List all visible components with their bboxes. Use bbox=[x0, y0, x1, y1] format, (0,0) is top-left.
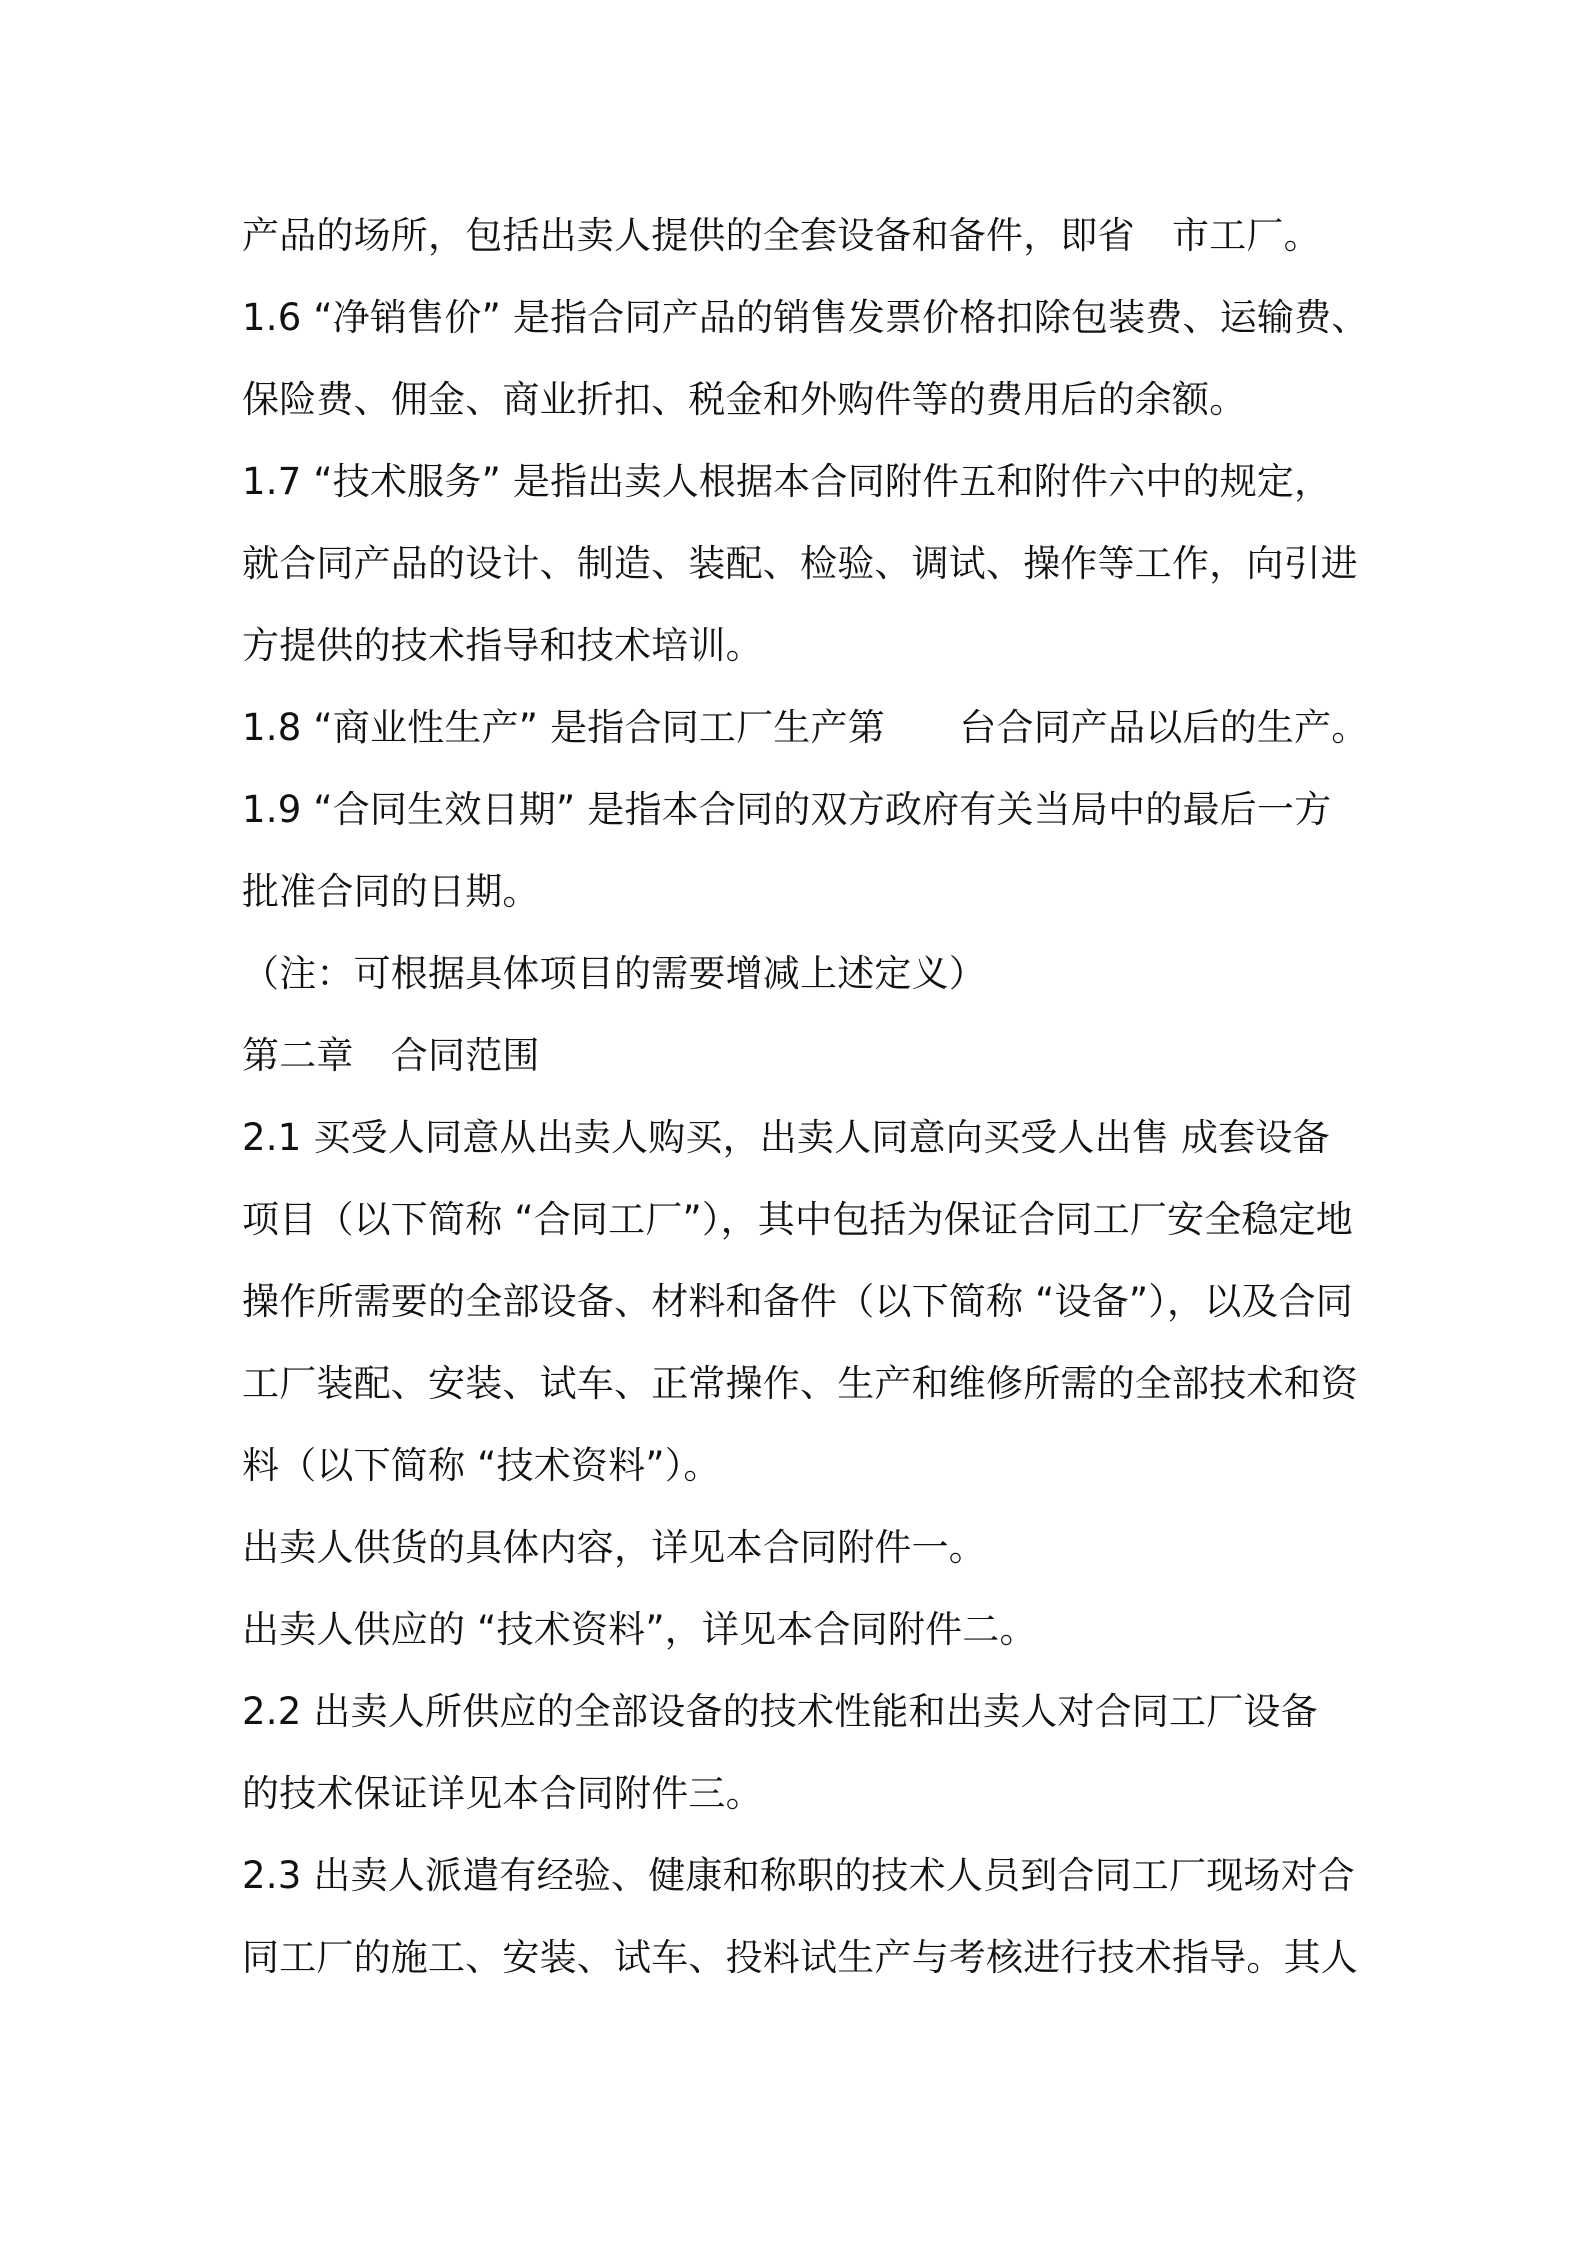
text-line: 保险费、佣金、商业折扣、税金和外购件等的费用后的余额。 bbox=[242, 378, 1247, 421]
text-line: 的技术保证详见本合同附件三。 bbox=[242, 1772, 763, 1815]
text-line: 方提供的技术指导和技术培训。 bbox=[242, 624, 763, 667]
text-line: 同工厂的施工、安装、试车、投料试生产与考核进行技术指导。其人 bbox=[242, 1936, 1358, 1979]
text-line: 出卖人供货的具体内容，详见本合同附件一。 bbox=[242, 1526, 986, 1569]
text-line: 出卖人供应的 “技术资料”，详见本合同附件二。 bbox=[242, 1608, 1037, 1651]
text-line: 产品的场所，包括出卖人提供的全套设备和备件，即省 市工厂。 bbox=[242, 214, 1321, 257]
text-line: 2.2 出卖人所供应的全部设备的技术性能和出卖人对合同工厂设备 bbox=[242, 1690, 1318, 1733]
document-body bbox=[242, 195, 1369, 1999]
text-line: 1.6 “净销售价” 是指合同产品的销售发票价格扣除包装费、运输费、 bbox=[242, 296, 1369, 339]
text-line: 工厂装配、安装、试车、正常操作、生产和维修所需的全部技术和资 bbox=[242, 1362, 1358, 1405]
text-line: 1.7 “技术服务” 是指出卖人根据本合同附件五和附件六中的规定， bbox=[242, 460, 1332, 503]
text-line: 1.8 “商业性生产” 是指合同工厂生产第 台合同产品以后的生产。 bbox=[242, 706, 1369, 749]
chapter-heading: 第二章 合同范围 bbox=[242, 1034, 540, 1077]
text-line: 项目（以下简称 “合同工厂”），其中包括为保证合同工厂安全稳定地 bbox=[242, 1198, 1353, 1241]
text-line: 就合同产品的设计、制造、装配、检验、调试、操作等工作，向引进 bbox=[242, 542, 1358, 585]
text-line: 批准合同的日期。 bbox=[242, 870, 540, 913]
text-line: 操作所需要的全部设备、材料和备件（以下简称 “设备”），以及合同 bbox=[242, 1280, 1353, 1323]
text-line: （注：可根据具体项目的需要增减上述定义） bbox=[242, 952, 986, 995]
text-line: 2.3 出卖人派遣有经验、健康和称职的技术人员到合同工厂现场对合 bbox=[242, 1854, 1356, 1897]
text-line: 2.1 买受人同意从出卖人购买，出卖人同意向买受人出售 成套设备 bbox=[242, 1116, 1330, 1159]
text-line: 料（以下简称 “技术资料”）。 bbox=[242, 1444, 721, 1487]
text-line: 1.9 “合同生效日期” 是指本合同的双方政府有关当局中的最后一方 bbox=[242, 788, 1332, 831]
